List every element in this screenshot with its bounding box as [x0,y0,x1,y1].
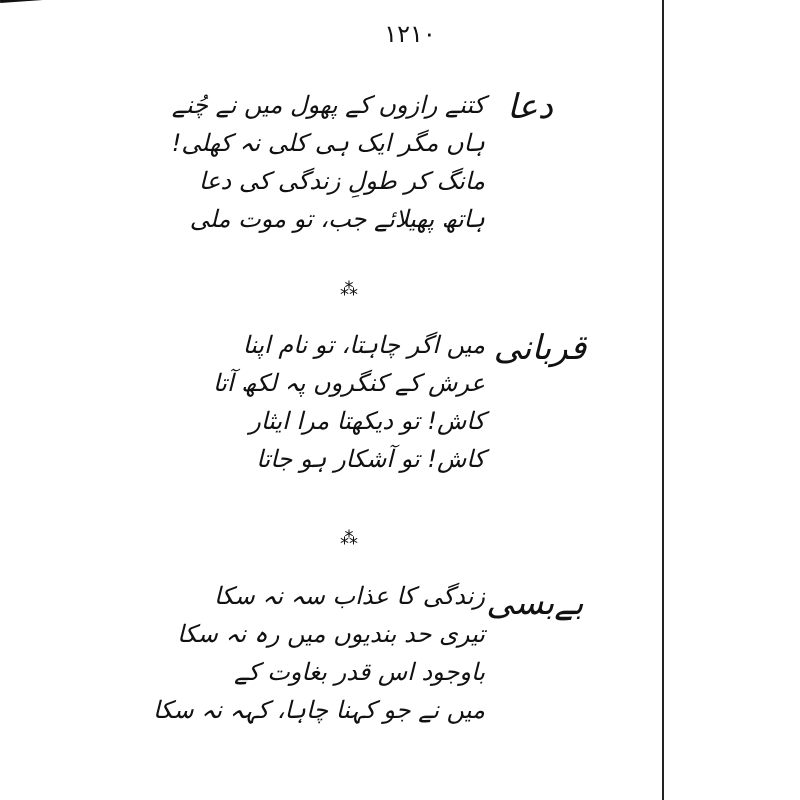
poem-title-dua: دعا [507,87,553,127]
poem-line: کاش! تو آشکار ہو جاتا [256,445,485,473]
poem-line: عرش کے کنگروں پہ لکھ آتا [212,369,485,397]
poem-lines-bebasi [152,577,485,729]
page-edge-rule [662,0,664,800]
poem-title-qurbani: قربانی [493,328,587,368]
poem-line: ہاں مگر ایک ہی کلی نہ کھلی! [171,129,485,157]
poem-line: میں اگر چاہتا، تو نام اپنا [242,331,485,359]
poem-line: ہاتھ پھیلائے جب، تو موت ملی [189,205,485,233]
corner-rule [0,0,95,9]
poem-lines-qurbani [212,326,485,478]
poem-title-bebasi: بےبسی [486,583,584,623]
section-separator: ⁂ [340,528,358,549]
poem-line: تیری حد بندیوں میں رہ نہ سکا [177,620,485,648]
poem-line: زندگی کا عذاب سہ نہ سکا [214,582,485,610]
poem-line: باوجود اس قدر بغاوت کے [234,658,485,686]
poem-lines-dua [171,86,485,238]
page-number: ۱۲۱۰ [384,20,436,48]
poem-line: کتنے رازوں کے پھول میں نے چُنے [171,91,485,119]
poem-line: مانگ کر طولِ زندگی کی دعا [198,167,485,195]
poem-line: میں نے جو کہنا چاہا، کہہ نہ سکا [152,696,485,724]
section-separator: ⁂ [340,279,358,300]
poem-line: کاش! تو دیکھتا مرا ایثار [249,407,485,435]
